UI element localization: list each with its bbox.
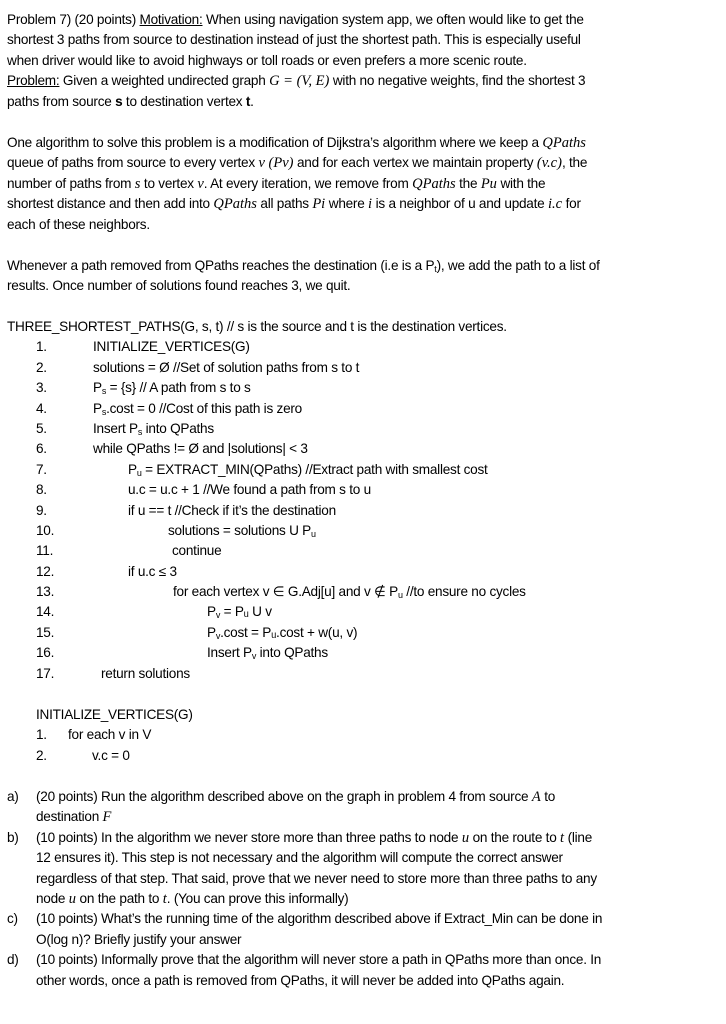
line-number: 13. bbox=[36, 584, 55, 600]
math: t bbox=[162, 890, 167, 907]
destination-vertex: t bbox=[245, 93, 251, 109]
subscript: s bbox=[137, 426, 143, 437]
code-text bbox=[128, 562, 177, 582]
text: Given a weighted undirected graph bbox=[59, 73, 270, 89]
text: . (You can prove this informally) bbox=[166, 890, 349, 906]
line-number: 10. bbox=[36, 522, 55, 538]
code-line bbox=[7, 643, 722, 663]
code-line bbox=[7, 623, 722, 643]
code-text bbox=[128, 460, 488, 480]
questions bbox=[7, 787, 722, 991]
subscript: u bbox=[136, 467, 142, 478]
code-line bbox=[7, 582, 722, 602]
code-text: .cost = 0 //Cost of this path is zero bbox=[106, 400, 302, 416]
code-text bbox=[207, 643, 328, 663]
question-label: c) bbox=[7, 911, 18, 927]
text: destination bbox=[36, 809, 103, 825]
source-vertex: s bbox=[115, 93, 123, 109]
code-line bbox=[7, 725, 407, 745]
code-text: = {s} // A path from s to s bbox=[106, 380, 251, 396]
code-line bbox=[7, 664, 722, 684]
question-d bbox=[7, 950, 722, 991]
text: . bbox=[250, 93, 254, 109]
text: node bbox=[36, 890, 69, 906]
code-line bbox=[7, 439, 722, 459]
code-text: Insert P bbox=[207, 645, 252, 661]
text: to bbox=[540, 789, 556, 804]
math: F bbox=[102, 809, 112, 826]
line-number: 7. bbox=[36, 461, 47, 477]
text: Problem 7) (20 points) bbox=[7, 12, 140, 27]
code-text bbox=[93, 439, 308, 459]
initialize-vertices bbox=[7, 705, 407, 766]
code-text bbox=[93, 337, 250, 357]
text: queue of paths from source to every vertex bbox=[7, 155, 259, 171]
code-line bbox=[7, 541, 722, 561]
code-text bbox=[172, 541, 221, 561]
code-text: while QPaths != Ø and |solutions| < 3 bbox=[93, 441, 308, 457]
code-text: solutions = solutions U P bbox=[168, 522, 311, 538]
math: u bbox=[461, 829, 470, 846]
code-text: return solutions bbox=[101, 665, 190, 681]
question-label: d) bbox=[7, 952, 19, 968]
code-text bbox=[128, 501, 336, 521]
code-text bbox=[93, 419, 214, 439]
text: 12 ensures it). This step is not necessary and the algorithm will compute the correct answer bbox=[36, 850, 563, 866]
subscript: u bbox=[398, 590, 403, 601]
text: where bbox=[325, 196, 369, 212]
subscript: v bbox=[215, 610, 221, 621]
code-line bbox=[7, 378, 722, 398]
code-text bbox=[101, 664, 190, 684]
question-c bbox=[7, 909, 722, 950]
line-number: 15. bbox=[36, 624, 55, 640]
text: paths from source bbox=[7, 93, 116, 109]
text: (line bbox=[564, 829, 593, 845]
text: , the bbox=[561, 155, 588, 171]
line-number: 17. bbox=[36, 665, 55, 681]
line-number: 9. bbox=[36, 502, 47, 518]
subscript: u bbox=[310, 528, 316, 539]
code-text: for each vertex v ∈ G.Adj[u] and v ∉ P bbox=[173, 584, 398, 600]
code-text: continue bbox=[172, 543, 222, 559]
code-text: P bbox=[93, 400, 102, 416]
code-text: if u.c ≤ 3 bbox=[128, 563, 177, 579]
text: regardless of that step. That said, prove that we never need to store more than three paths to any bbox=[36, 870, 597, 886]
text: O(log n)? Briefly justify your answer bbox=[36, 931, 242, 947]
code-text: = Pᵤ U v bbox=[220, 604, 272, 620]
text: (20 points) Run the algorithm described above on the graph in problem 4 from source bbox=[36, 789, 532, 804]
subscript: v bbox=[251, 651, 257, 662]
code-line bbox=[7, 521, 722, 541]
code-line bbox=[7, 501, 722, 521]
text: (10 points) In the algorithm we never store more than three paths to node bbox=[36, 829, 462, 845]
text: . At every iteration, we remove from bbox=[203, 175, 413, 191]
code-line bbox=[7, 337, 722, 357]
math: G = (V, E) bbox=[269, 73, 330, 90]
line-number: 6. bbox=[36, 441, 47, 457]
text: One algorithm to solve this problem is a modification of Dijkstra’s algorithm where we keep a bbox=[7, 135, 543, 150]
math: Pi bbox=[312, 196, 326, 213]
text: with the bbox=[496, 175, 546, 191]
text: to vertex bbox=[140, 175, 198, 191]
math: i.c bbox=[547, 196, 563, 213]
math: A bbox=[531, 789, 541, 805]
code-text: v.c = 0 bbox=[92, 747, 130, 763]
subscript: t bbox=[434, 264, 437, 274]
text: when driver would like to avoid highways or toll roads or even prefers a more scenic route. bbox=[7, 52, 527, 68]
line-number: 2. bbox=[36, 359, 47, 375]
text: with no negative weights, find the shortest 3 bbox=[329, 73, 586, 89]
text: on the path to bbox=[76, 890, 163, 906]
math: s bbox=[134, 175, 141, 192]
code-text: P bbox=[93, 380, 102, 396]
code-text: Insert P bbox=[93, 420, 138, 436]
question-label: b) bbox=[7, 829, 19, 845]
text: all paths bbox=[256, 196, 313, 212]
line-number: 8. bbox=[36, 482, 47, 498]
code-text: = EXTRACT_MIN(QPaths) //Extract path with smallest cost bbox=[141, 461, 488, 477]
text: number of paths from bbox=[7, 175, 135, 191]
code-text bbox=[128, 480, 371, 500]
subscript: s bbox=[101, 406, 107, 417]
math: v bbox=[197, 175, 204, 192]
text: Whenever a path removed from QPaths reaches the destination (i.e is a P bbox=[7, 258, 435, 273]
math: QPaths bbox=[412, 175, 456, 192]
code-text: for each v in V bbox=[68, 727, 152, 743]
problem-intro bbox=[7, 10, 585, 112]
code-text: P bbox=[207, 624, 216, 640]
text: each of these neighbors. bbox=[7, 216, 150, 232]
text: shortest 3 paths from source to destination instead of just the shortest path. This is especially useful bbox=[7, 32, 581, 48]
init-header: INITIALIZE_VERTICES(G) bbox=[36, 707, 193, 722]
question-b bbox=[7, 828, 722, 910]
code-line bbox=[7, 480, 722, 500]
code-text: into QPaths bbox=[142, 420, 214, 436]
code-text: P bbox=[207, 604, 216, 620]
line-number: 12. bbox=[36, 563, 55, 579]
code-text: //to ensure no cycles bbox=[402, 584, 526, 600]
code-text bbox=[93, 399, 302, 419]
text: on the route to bbox=[469, 829, 561, 845]
text: (10 points) Informally prove that the algorithm will never store a path in QPaths more than once. In bbox=[36, 952, 602, 968]
code-text: solutions = Ø //Set of solution paths from s to t bbox=[93, 359, 360, 375]
code-line bbox=[7, 460, 722, 480]
line-number: 4. bbox=[36, 400, 47, 416]
text: When using navigation system app, we often would like to get the bbox=[202, 12, 584, 27]
text: and for each vertex we maintain property bbox=[293, 155, 537, 171]
line-number: 5. bbox=[36, 420, 47, 436]
code-text: INITIALIZE_VERTICES(G) bbox=[93, 339, 250, 355]
code-text: if u == t //Check if it’s the destination bbox=[128, 502, 336, 518]
subscript: s bbox=[101, 386, 107, 397]
line-number: 1. bbox=[36, 339, 47, 355]
results-paragraph bbox=[7, 256, 600, 297]
line-number: 14. bbox=[36, 604, 55, 620]
code-line bbox=[7, 602, 722, 622]
math: Pu bbox=[480, 175, 497, 192]
code-text bbox=[207, 623, 357, 643]
math: QPaths bbox=[542, 135, 586, 151]
question-a bbox=[7, 787, 722, 828]
algorithm-description bbox=[7, 133, 587, 235]
code-line bbox=[7, 562, 722, 582]
code-text bbox=[173, 582, 526, 602]
code-text bbox=[207, 602, 272, 622]
text: is a neighbor of u and update bbox=[372, 196, 548, 212]
code-line bbox=[7, 419, 722, 439]
problem-label: Problem: bbox=[7, 73, 60, 89]
line-number: 3. bbox=[36, 380, 47, 396]
text: the bbox=[455, 175, 481, 191]
code-line bbox=[7, 358, 722, 378]
line-number: 11. bbox=[36, 543, 54, 559]
math: (v.c) bbox=[536, 155, 562, 172]
code-text: P bbox=[128, 461, 137, 477]
subscript: v bbox=[215, 630, 221, 641]
text: to destination vertex bbox=[122, 93, 246, 109]
text: results. Once number of solutions found reaches 3, we quit. bbox=[7, 278, 351, 294]
line-number: 1. bbox=[36, 727, 47, 743]
line-number: 2. bbox=[36, 747, 47, 763]
question-label: a) bbox=[7, 789, 19, 804]
code-text bbox=[93, 378, 251, 398]
text: other words, once a path is removed from QPaths, it will never be added into QPaths again. bbox=[36, 972, 565, 988]
code-line bbox=[7, 399, 722, 419]
code-text: into QPaths bbox=[256, 645, 328, 661]
code-text: .cost = Pᵤ.cost + w(u, v) bbox=[220, 624, 358, 640]
code-text: u.c = u.c + 1 //We found a path from s to u bbox=[128, 482, 371, 498]
code-line bbox=[7, 746, 407, 766]
math: u bbox=[68, 890, 77, 907]
math: v (Pv) bbox=[258, 155, 294, 172]
text: (10 points) What’s the running time of the algorithm described above if Extract_Min can be done in bbox=[36, 911, 603, 927]
math: QPaths bbox=[213, 196, 257, 213]
math: i bbox=[368, 196, 373, 213]
text: ), we add the path to a list of bbox=[436, 258, 600, 273]
math: t bbox=[560, 829, 565, 846]
code-text bbox=[93, 358, 359, 378]
text: shortest distance and then add into bbox=[7, 196, 214, 212]
code-text bbox=[168, 521, 316, 541]
pseudocode-header: THREE_SHORTEST_PATHS(G, s, t) // s is the source and t is the destination vertices. bbox=[7, 319, 507, 334]
line-number: 16. bbox=[36, 645, 55, 661]
motivation-label: Motivation: bbox=[139, 12, 203, 27]
pseudocode bbox=[7, 317, 722, 684]
text: for bbox=[562, 196, 581, 212]
